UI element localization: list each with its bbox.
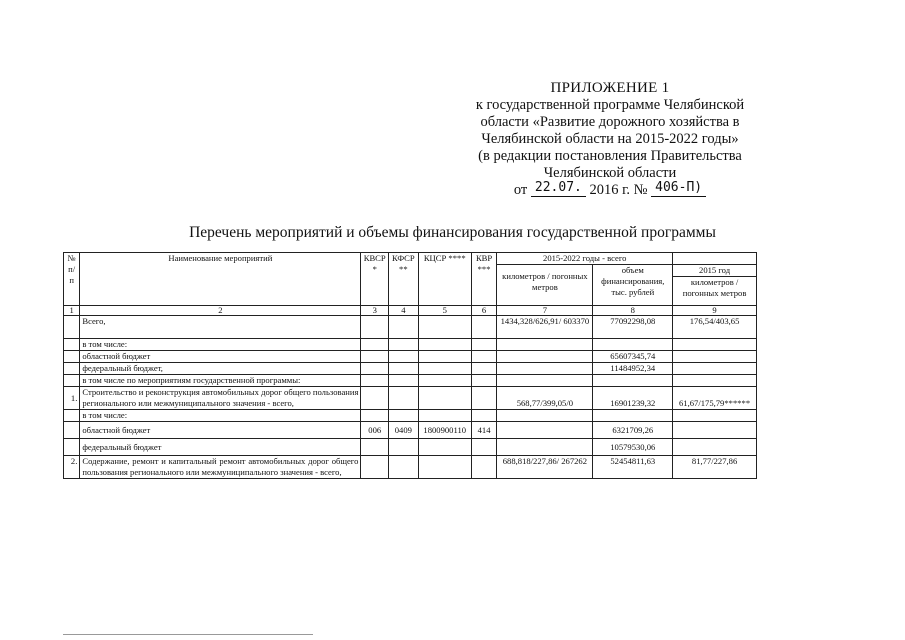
row-num: [64, 363, 80, 375]
row-kvr: 414: [471, 422, 497, 439]
column-number: 6: [471, 306, 497, 316]
row-num: [64, 316, 80, 339]
table-row: [64, 410, 757, 422]
handwritten-date: 22.07.: [531, 179, 586, 197]
row-kcsr: [418, 316, 471, 339]
row-name: областной бюджет: [80, 422, 361, 439]
row-kvsr: [361, 316, 389, 339]
appendix-line: к государственной программе Челябинской: [475, 97, 745, 113]
row-name: областной бюджет: [80, 351, 361, 363]
date-prefix: от: [513, 182, 528, 198]
row-km: [497, 375, 593, 387]
header-kfsr: КФСР **: [389, 253, 419, 306]
header-kvsr: КВСР *: [361, 253, 389, 306]
row-kcsr: [418, 456, 471, 479]
row-num: [64, 339, 80, 351]
row-kfsr: [389, 339, 419, 351]
row-kvr: [471, 456, 497, 479]
row-kvsr: 006: [361, 422, 389, 439]
row-name: в том числе:: [80, 339, 361, 351]
row-km: [497, 410, 593, 422]
column-number: 8: [593, 306, 673, 316]
row-num: [64, 351, 80, 363]
row-num: 2.: [64, 456, 80, 479]
header-volume: объем финансирования, тыс. рублей: [593, 265, 673, 306]
row-volume: [593, 410, 673, 422]
row-km: 1434,328/626,91/ 603370: [497, 316, 593, 339]
appendix-title: ПРИЛОЖЕНИЕ 1: [550, 80, 670, 96]
row-kvr: [471, 339, 497, 351]
row-year: [673, 363, 757, 375]
row-volume: 11484952,34: [593, 363, 673, 375]
row-year: [673, 422, 757, 439]
column-number-row: [64, 306, 757, 316]
row-volume: 16901239,32: [593, 387, 673, 410]
row-name: федеральный бюджет,: [80, 363, 361, 375]
appendix-line: Челябинской области: [543, 165, 677, 181]
column-number: 1: [64, 306, 80, 316]
row-kfsr: [389, 375, 419, 387]
header-name: Наименование мероприятий: [80, 253, 361, 306]
row-kfsr: [389, 439, 419, 456]
row-kfsr: [389, 363, 419, 375]
row-km: [497, 439, 593, 456]
row-volume: 52454811,63: [593, 456, 673, 479]
row-year: 176,54/403,65: [673, 316, 757, 339]
row-kvr: [471, 387, 497, 410]
row-num: [64, 422, 80, 439]
row-kvr: [471, 351, 497, 363]
column-number: 4: [389, 306, 419, 316]
row-kvsr: [361, 410, 389, 422]
row-num: [64, 375, 80, 387]
appendix-line: Челябинской области на 2015-2022 годы»: [481, 131, 739, 147]
header-year-group: 2015 год: [673, 265, 757, 277]
table-row: [64, 375, 757, 387]
column-number: 7: [497, 306, 593, 316]
appendix-line: области «Развитие дорожного хозяйства в: [480, 114, 740, 130]
header-empty-cell: [673, 253, 757, 265]
column-number: 2: [80, 306, 361, 316]
row-name: в том числе:: [80, 410, 361, 422]
row-kvsr: [361, 456, 389, 479]
row-num: 1.: [64, 387, 80, 410]
row-kvsr: [361, 363, 389, 375]
row-kvsr: [361, 387, 389, 410]
row-kvr: [471, 410, 497, 422]
table-row: [64, 422, 757, 439]
row-kcsr: [418, 387, 471, 410]
row-year: [673, 339, 757, 351]
row-kcsr: [418, 410, 471, 422]
row-km: [497, 351, 593, 363]
row-volume: 10579530,06: [593, 439, 673, 456]
row-kvr: [471, 375, 497, 387]
appendix-block: [455, 80, 765, 200]
handwritten-number: 406-П): [651, 179, 706, 197]
row-km: 568,77/399,05/0: [497, 387, 593, 410]
header-km: километров / погонных метров: [497, 265, 593, 306]
row-year: 61,67/175,79******: [673, 387, 757, 410]
row-num: [64, 410, 80, 422]
header-num: № п/п: [64, 253, 80, 306]
row-kvr: [471, 316, 497, 339]
row-volume: [593, 339, 673, 351]
row-kvsr: [361, 351, 389, 363]
row-kfsr: [389, 316, 419, 339]
appendix-line: (в редакции постановления Правительства: [478, 148, 742, 164]
row-km: [497, 363, 593, 375]
table-row: [64, 316, 757, 339]
row-km: [497, 339, 593, 351]
row-kcsr: 1800900110: [418, 422, 471, 439]
row-num: [64, 439, 80, 456]
row-kcsr: [418, 339, 471, 351]
header-kcsr: КЦСР ****: [418, 253, 471, 306]
row-name: федеральный бюджет: [80, 439, 361, 456]
appendix-dateline: [455, 182, 765, 200]
row-kfsr: [389, 387, 419, 410]
row-kvsr: [361, 375, 389, 387]
row-name: в том числе по мероприятиям государственной программы:: [80, 375, 361, 387]
row-kcsr: [418, 375, 471, 387]
column-number: 3: [361, 306, 389, 316]
table-row: [64, 351, 757, 363]
row-volume: 77092298,08: [593, 316, 673, 339]
row-km: 688,818/227,86/ 267262: [497, 456, 593, 479]
row-kcsr: [418, 363, 471, 375]
header-total-group: 2015-2022 годы - всего: [497, 253, 673, 265]
header-kvr: КВР ***: [471, 253, 497, 306]
column-number: 5: [418, 306, 471, 316]
header-row: [64, 253, 757, 265]
row-kcsr: [418, 439, 471, 456]
row-volume: 65607345,74: [593, 351, 673, 363]
table-row: [64, 339, 757, 351]
row-name: Содержание, ремонт и капитальный ремонт автомобильных дорог общего пользования регионального или межмуниципального значения - всего,: [80, 456, 361, 479]
row-kvsr: [361, 339, 389, 351]
row-name: Всего,: [80, 316, 361, 339]
document-title: Перечень мероприятий и объемы финансирования государственной программы: [189, 224, 716, 241]
date-mid: 2016 г. №: [589, 182, 648, 198]
table-row: [64, 439, 757, 456]
row-kfsr: 0409: [389, 422, 419, 439]
row-kvr: [471, 439, 497, 456]
row-year: [673, 439, 757, 456]
row-kfsr: [389, 456, 419, 479]
row-kfsr: [389, 351, 419, 363]
table-row: [64, 387, 757, 410]
table-row: [64, 456, 757, 479]
row-volume: [593, 375, 673, 387]
row-year: 81,77/227,86: [673, 456, 757, 479]
row-year: [673, 375, 757, 387]
row-year: [673, 410, 757, 422]
financing-table: [63, 252, 757, 479]
bottom-rule: [63, 634, 313, 635]
row-kvsr: [361, 439, 389, 456]
row-kfsr: [389, 410, 419, 422]
row-volume: 6321709,26: [593, 422, 673, 439]
row-km: [497, 422, 593, 439]
column-number: 9: [673, 306, 757, 316]
row-name: Строительство и реконструкция автомобильных дорог общего пользования регионального или межмуниципального значения - всего,: [80, 387, 361, 410]
table-row: [64, 363, 757, 375]
row-kvr: [471, 363, 497, 375]
row-year: [673, 351, 757, 363]
row-kcsr: [418, 351, 471, 363]
header-year-km: километров / погонных метров: [673, 277, 757, 306]
